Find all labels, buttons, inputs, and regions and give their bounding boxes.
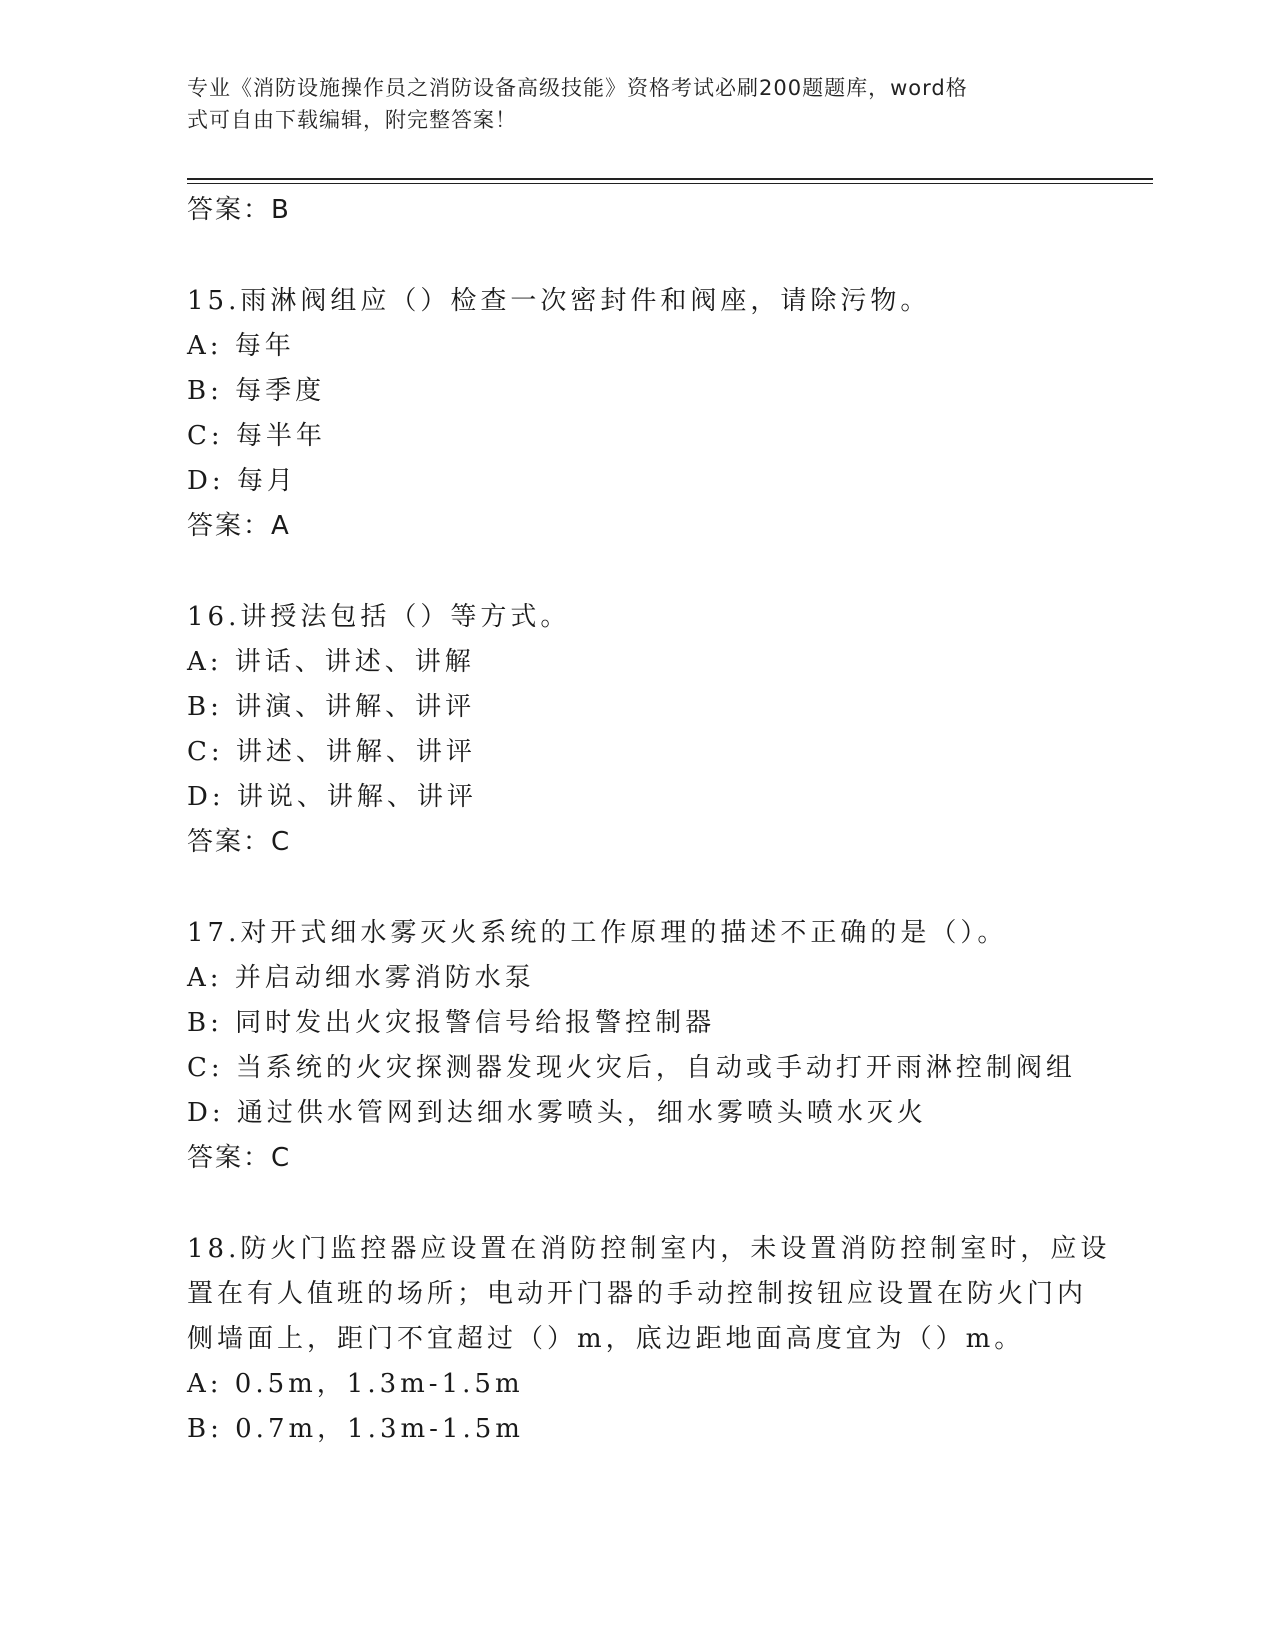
option-b: B: 同时发出火灾报警信号给报警控制器	[187, 1008, 716, 1038]
question-text-line-3: 侧墙面上，距门不宜超过（）m，底边距地面高度宜为（）m。	[187, 1324, 1025, 1354]
option-a: A: 0.5m，1.3m-1.5m	[187, 1369, 524, 1399]
header-divider-thin	[187, 183, 1153, 184]
option-c: C: 讲述、讲解、讲评	[187, 737, 476, 767]
spacer	[187, 233, 1087, 279]
answer-line: 答案：C	[187, 827, 292, 857]
document-header	[187, 72, 1067, 136]
option-a: A: 并启动细水雾消防水泵	[187, 963, 535, 993]
answer-line: 答案：C	[187, 1143, 292, 1173]
spacer	[187, 549, 1087, 595]
question-block	[187, 1227, 1111, 1452]
spacer	[187, 1181, 1087, 1227]
option-b: B: 讲演、讲解、讲评	[187, 692, 476, 722]
question-text: 15.雨淋阀组应（）检查一次密封件和阀座，请除污物。	[187, 286, 931, 316]
question-text-line-2: 置在有人值班的场所；电动开门器的手动控制按钮应设置在防火门内	[187, 1279, 1088, 1309]
option-b: B: 0.7m，1.3m-1.5m	[187, 1414, 524, 1444]
option-d: D: 每月	[187, 466, 297, 496]
option-d: D: 讲说、讲解、讲评	[187, 782, 477, 812]
option-c: C: 每半年	[187, 421, 326, 451]
header-divider-thick	[187, 178, 1153, 180]
question-text: 17.对开式细水雾灭火系统的工作原理的描述不正确的是（）。	[187, 918, 1008, 948]
question-text-line-1: 18.防火门监控器应设置在消防控制室内，未设置消防控制室时，应设	[187, 1234, 1111, 1264]
question-block	[187, 279, 1087, 549]
option-d: D: 通过供水管网到达细水雾喷头，细水雾喷头喷水灭火	[187, 1098, 927, 1128]
question-block	[187, 595, 1087, 865]
previous-answer: 答案：B	[187, 195, 291, 225]
question-text: 16.讲授法包括（）等方式。	[187, 602, 571, 632]
option-a: A: 讲话、讲述、讲解	[187, 647, 475, 677]
question-block	[187, 911, 1087, 1181]
spacer	[187, 865, 1087, 911]
question-list	[187, 188, 1111, 1452]
answer-line: 答案：A	[187, 511, 291, 541]
option-b: B: 每季度	[187, 376, 326, 406]
header-line-2: 式可自由下载编辑，附完整答案！	[187, 108, 517, 132]
header-line-1: 专业《消防设施操作员之消防设备高级技能》资格考试必刷200题题库，word格	[187, 76, 968, 100]
option-c: C: 当系统的火灾探测器发现火灾后，自动或手动打开雨淋控制阀组	[187, 1053, 1076, 1083]
option-a: A: 每年	[187, 331, 295, 361]
